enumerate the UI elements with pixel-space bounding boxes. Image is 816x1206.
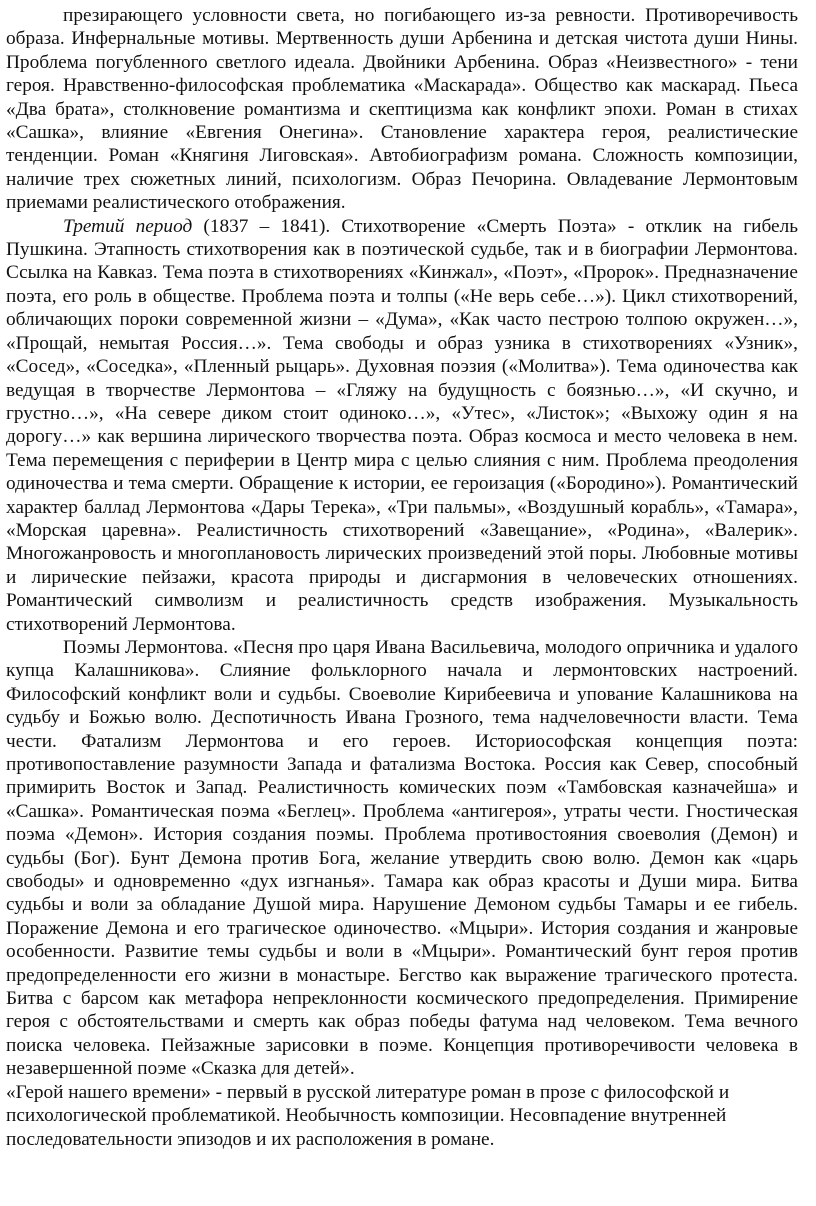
- paragraph-text: презирающего условности света, но погибающего из-за ревности. Противоречивость образа. Инфернальные мотивы. Мертвенность души Арбенина и детская чистота души Нины. Проблема погубленного светлого идеала. Двойники Арбенина. Образ «Неизвестного» - тени героя. Нравственно-философская проблематика «Маскарада». Общество как маскарад. Пьеса «Два брата», столкновение романтизма и скептицизма как конфликт эпохи. Роман в стихах «Сашка», влияние «Евгения Онегина». Становление характера героя, реалистические тенденции. Роман «Княгиня Лиговская». Автобиографизм романа. Сложность композиции, наличие трех сюжетных линий, психологизм. Образ Печорина. Овладевание Лермонтовым приемами реалистического отображения.: [6, 5, 798, 214]
- paragraph-text: Поэмы Лермонтова. «Песня про царя Ивана Васильевича, молодого опричника и удалого купца Калашникова». Слияние фольклорного начала и лермонтовских настроений. Философский конфликт воли и судьбы. Своеволие Кирибеевича и упование Калашникова на судьбу и Божью волю. Деспотичность Ивана Грозного, тема надчеловечности власти. Тема чести. Фатализм Лермонтова и его героев. Историософская концепция поэта: противопоставление разумности Запада и фатализма Востока. Россия как Север, способный примирить Восток и Запад. Реалистичность комических поэм «Тамбовская казначейша» и «Сашка». Романтическая поэма «Беглец». Проблема «антигероя», утраты чести. Гностическая поэма «Демон». История создания поэмы. Проблема противостояния своеволия (Демон) и судьбы (Бог). Бунт Демона против Бога, желание утвердить свою волю. Демон как «царь свободы» и одновременно «дух изгнанья». Тамара как образ красоты и Души мира. Битва судьбы и воли за обладание Душой мира. Нарушение Демоном судьбы Тамары и ее гибель. Поражение Демона и его трагическое одиночество. «Мцыри». История создания и жанровые особенности. Развитие темы судьбы и воли в «Мцыри». Романтический бунт героя против предопределенности его жизни в монастыре. Бегство как выражение трагического протеста. Битва с барсом как метафора непреклонности космического предопределения. Примирение героя с обстоятельствами и смерть как образ победы фатума над человеком. Тема вечного поиска человека. Пейзажные зарисовки в поэме. Концепция противоречивости человека в незавершенной поэме «Сказка для детей».: [6, 636, 798, 1080]
- paragraph-poems: [6, 636, 798, 1081]
- paragraph-maskarad-continuation: [6, 4, 798, 215]
- paragraph-text: (1837 – 1841). Стихотворение «Смерть Поэта» - отклик на гибель Пушкина. Этапность стихотворения как в поэтической судьбе, так и в биографии Лермонтова. Ссылка на Кавказ. Тема поэта в стихотворениях «Кинжал», «Поэт», «Пророк». Предназначение поэта, его роль в обществе. Проблема поэта и толпы («Не верь себе…»). Цикл стихотворений, обличающих пороки современной жизни – «Дума», «Как часто пестрою толпою окружен…», «Прощай, немытая Россия…». Тема свободы и образ узника в стихотворениях «Узник», «Сосед», «Соседка», «Пленный рыцарь». Духовная поэзия («Молитва»). Тема одиночества как ведущая в творчестве Лермонтова – «Гляжу на будущность с боязнью…», «И скучно, и грустно…», «На севере диком стоит одиноко…», «Утес», «Листок»; «Выхожу один я на дорогу…» как вершина лирического творчества поэта. Образ космоса и место человека в нем. Тема перемещения с периферии в Центр мира с целью слияния с ним. Проблема преодоления одиночества и тема смерти. Обращение к истории, ее героизация («Бородино»). Романтический характер баллад Лермонтова «Дары Терека», «Три пальмы», «Воздушный корабль», «Тамара», «Морская царевна». Реалистичность стихотворений «Завещание», «Родина», «Валерик». Многожанровость и многоплановость лирических произведений этой поры. Любовные мотивы и лирические пейзажи, красота природы и дисгармония в человеческих отношениях. Романтический символизм и реалистичность средств изображения. Музыкальность стихотворений Лермонтова.: [6, 215, 798, 635]
- period-heading: Третий период: [63, 215, 193, 237]
- paragraph-hero-of-our-time: [6, 1081, 798, 1151]
- paragraph-text: «Герой нашего времени» - первый в русской литературе роман в прозе с философской и психологической проблематикой. Необычность композиции. Несовпадение внутренней последовательности эпизодов и их расположения в романе.: [6, 1081, 730, 1150]
- paragraph-third-period: [6, 215, 798, 636]
